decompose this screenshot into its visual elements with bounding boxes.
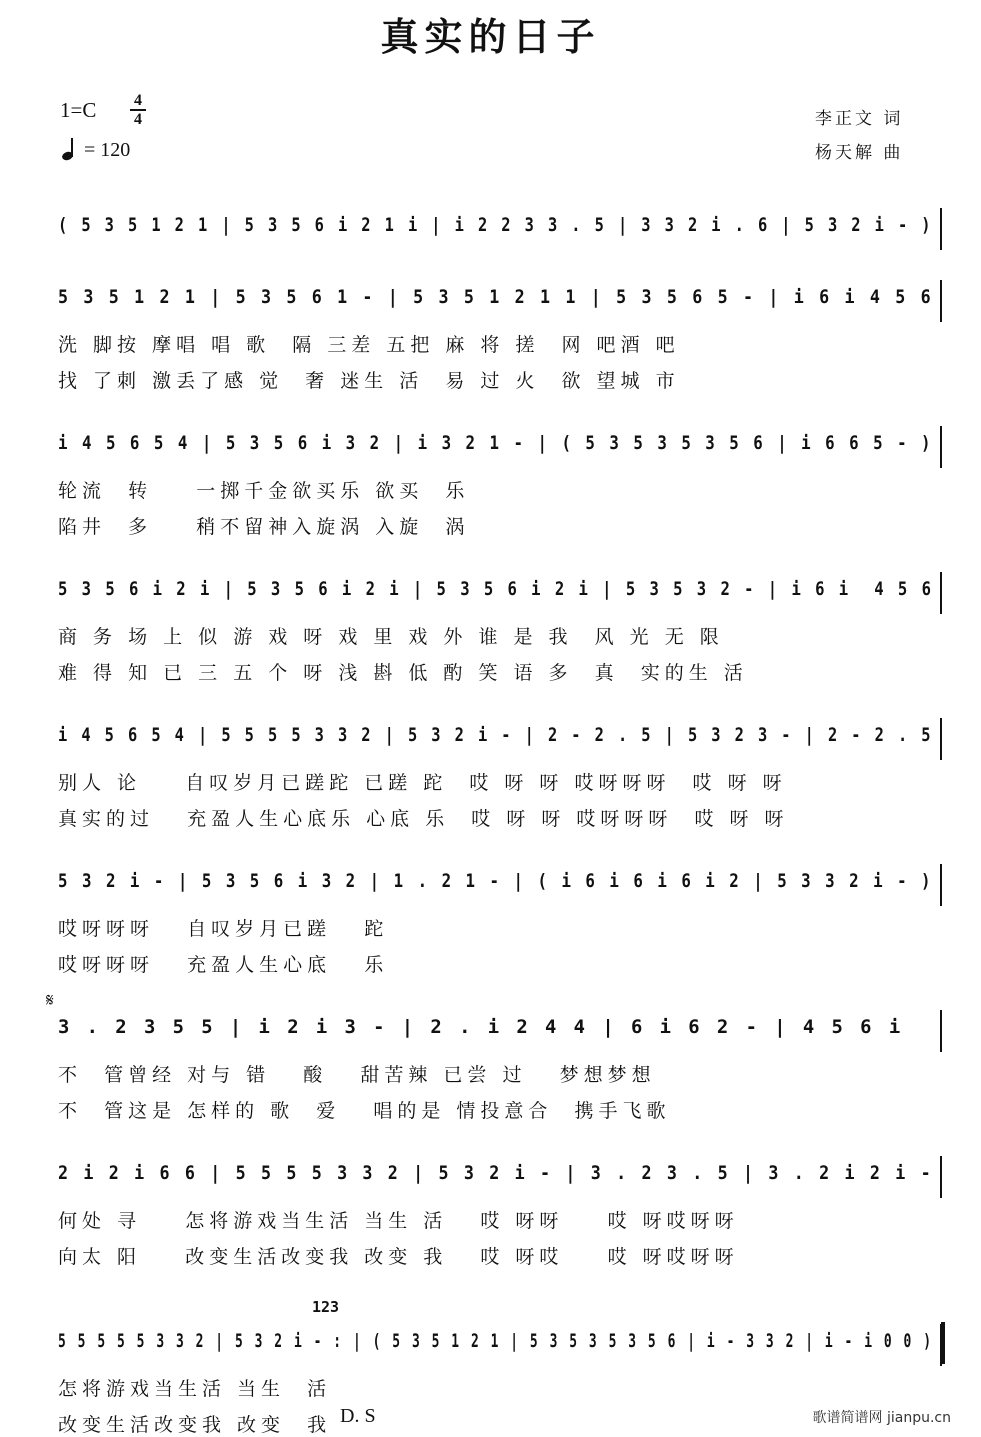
- composer-credit: 杨天解 曲: [815, 143, 904, 163]
- system-edge-barline: [58, 280, 940, 322]
- lyric-line: 找 了刺 激丢了感 觉 奢 迷生 活 易 过 火 欲 望城 市: [58, 370, 680, 392]
- lyricist-credit: 李正文 词: [815, 109, 904, 129]
- notation-line: 5 3 2 i - | 5 3 5 6 i 3 2 | 1 . 2 1 - | ( i 6 i 6 i 6 i 2 | 5 3 3 2 i - ): [58, 870, 934, 892]
- ds-marking: D. S: [340, 1405, 376, 1427]
- notation-line: 3 . 2 3 5 5 | i 2 i 3 - | 2 . i 2 4 4 | 6 i 6 2 - | 4 5 6 i: [58, 1016, 904, 1038]
- final-barline: [941, 1322, 945, 1364]
- system-edge-barline: [58, 718, 940, 760]
- system-edge-barline: [58, 1010, 940, 1052]
- volta-label: 123: [312, 1298, 340, 1316]
- lyric-line: 洗 脚按 摩唱 唱 歌 隔 三差 五把 麻 将 搓 网 吧酒 吧: [58, 334, 680, 356]
- quarter-note-icon: [62, 138, 78, 160]
- system-edge-barline: [58, 208, 940, 250]
- notation-line: ( 5 3 5 1 2 1 | 5 3 5 6 i 2 1 i | i 2 2 3 3 . 5 | 3 3 2 i . 6 | 5 3 2 i - ): [58, 214, 933, 236]
- lyric-line: 别人 论 自叹岁月已蹉跎 已蹉 跎 哎 呀 呀 哎呀呀呀 哎 呀 呀: [58, 772, 787, 794]
- lyric-line: 哎呀呀呀 自叹岁月已蹉 跎: [58, 918, 389, 940]
- lyric-line: 改变生活改变我 改变 我: [58, 1414, 332, 1436]
- notation-line: i 4 5 6 5 4 | 5 5 5 5 3 3 2 | 5 3 2 i - | 2 - 2 . 5 | 5 3 2 3 - | 2 - 2 . 5: [58, 724, 933, 746]
- lyric-line: 轮流 转 一掷千金欲买乐 欲买 乐: [58, 480, 470, 502]
- notation-line: 5 3 5 1 2 1 | 5 3 5 6 1 - | 5 3 5 1 2 1 1 | 5 3 5 6 5 - | i 6 i 4 5 6: [58, 286, 934, 308]
- lyric-line: 商 务 场 上 似 游 戏 呀 戏 里 戏 外 谁 是 我 风 光 无 限: [58, 626, 724, 648]
- lyric-line: 难 得 知 已 三 五 个 呀 浅 斟 低 酌 笑 语 多 真 实的生 活: [58, 662, 748, 684]
- system-edge-barline: [58, 572, 940, 614]
- lyric-line: 何处 寻 怎将游戏当生活 当生 活 哎 呀呀 哎 呀哎呀呀: [58, 1210, 739, 1232]
- time-signature: [130, 92, 146, 128]
- notation-line: 5 3 5 6 i 2 i | 5 3 5 6 i 2 i | 5 3 5 6 i 2 i | 5 3 5 3 2 - | i 6 i 4 5 6: [58, 578, 934, 600]
- lyric-line: 怎将游戏当生活 当生 活: [58, 1378, 332, 1400]
- lyric-line: 哎呀呀呀 充盈人生心底 乐: [58, 954, 389, 976]
- watermark: 歌谱简谱网 jianpu.cn: [812, 1410, 951, 1426]
- tempo-marking: [62, 138, 130, 162]
- time-sig-top: 4: [134, 92, 142, 109]
- lyric-line: 真实的过 充盈人生心底乐 心底 乐 哎 呀 呀 哎呀呀呀 哎 呀 呀: [58, 808, 789, 830]
- notation-line: i 4 5 6 5 4 | 5 3 5 6 i 3 2 | i 3 2 1 - | ( 5 3 5 3 5 3 5 6 | i 6 6 5 - ): [58, 432, 934, 454]
- lyric-line: 不 管曾经 对与 错 酸 甜苦辣 已尝 过 梦想梦想: [58, 1064, 656, 1086]
- tempo-value: = 120: [84, 139, 131, 161]
- key-signature: 1=C: [60, 98, 97, 122]
- page-title: 真实的日子: [380, 15, 601, 59]
- notation-line: 5 5 5 5 5 3 3 2 | 5 3 2 i - : | ( 5 3 5 1 2 1 | 5 3 5 3 5 3 5 6 | i - 3 3 2 | i - i 0 0 ): [58, 1330, 934, 1352]
- system-edge-barline: [58, 1324, 940, 1366]
- lyric-line: 陷井 多 稍不留神入旋涡 入旋 涡: [58, 516, 470, 538]
- segno-icon: 𝄋: [46, 990, 54, 1011]
- notation-line: 2 i 2 i 6 6 | 5 5 5 5 3 3 2 | 5 3 2 i - | 3 . 2 3 . 5 | 3 . 2 i 2 i -: [58, 1162, 934, 1184]
- system-edge-barline: [58, 426, 940, 468]
- time-sig-bottom: 4: [130, 109, 146, 128]
- lyric-line: 不 管这是 怎样的 歌 爱 唱的是 情投意合 携手飞歌: [58, 1100, 671, 1122]
- system-edge-barline: [58, 864, 940, 906]
- system-edge-barline: [58, 1156, 940, 1198]
- lyric-line: 向太 阳 改变生活改变我 改变 我 哎 呀哎 哎 呀哎呀呀: [58, 1246, 739, 1268]
